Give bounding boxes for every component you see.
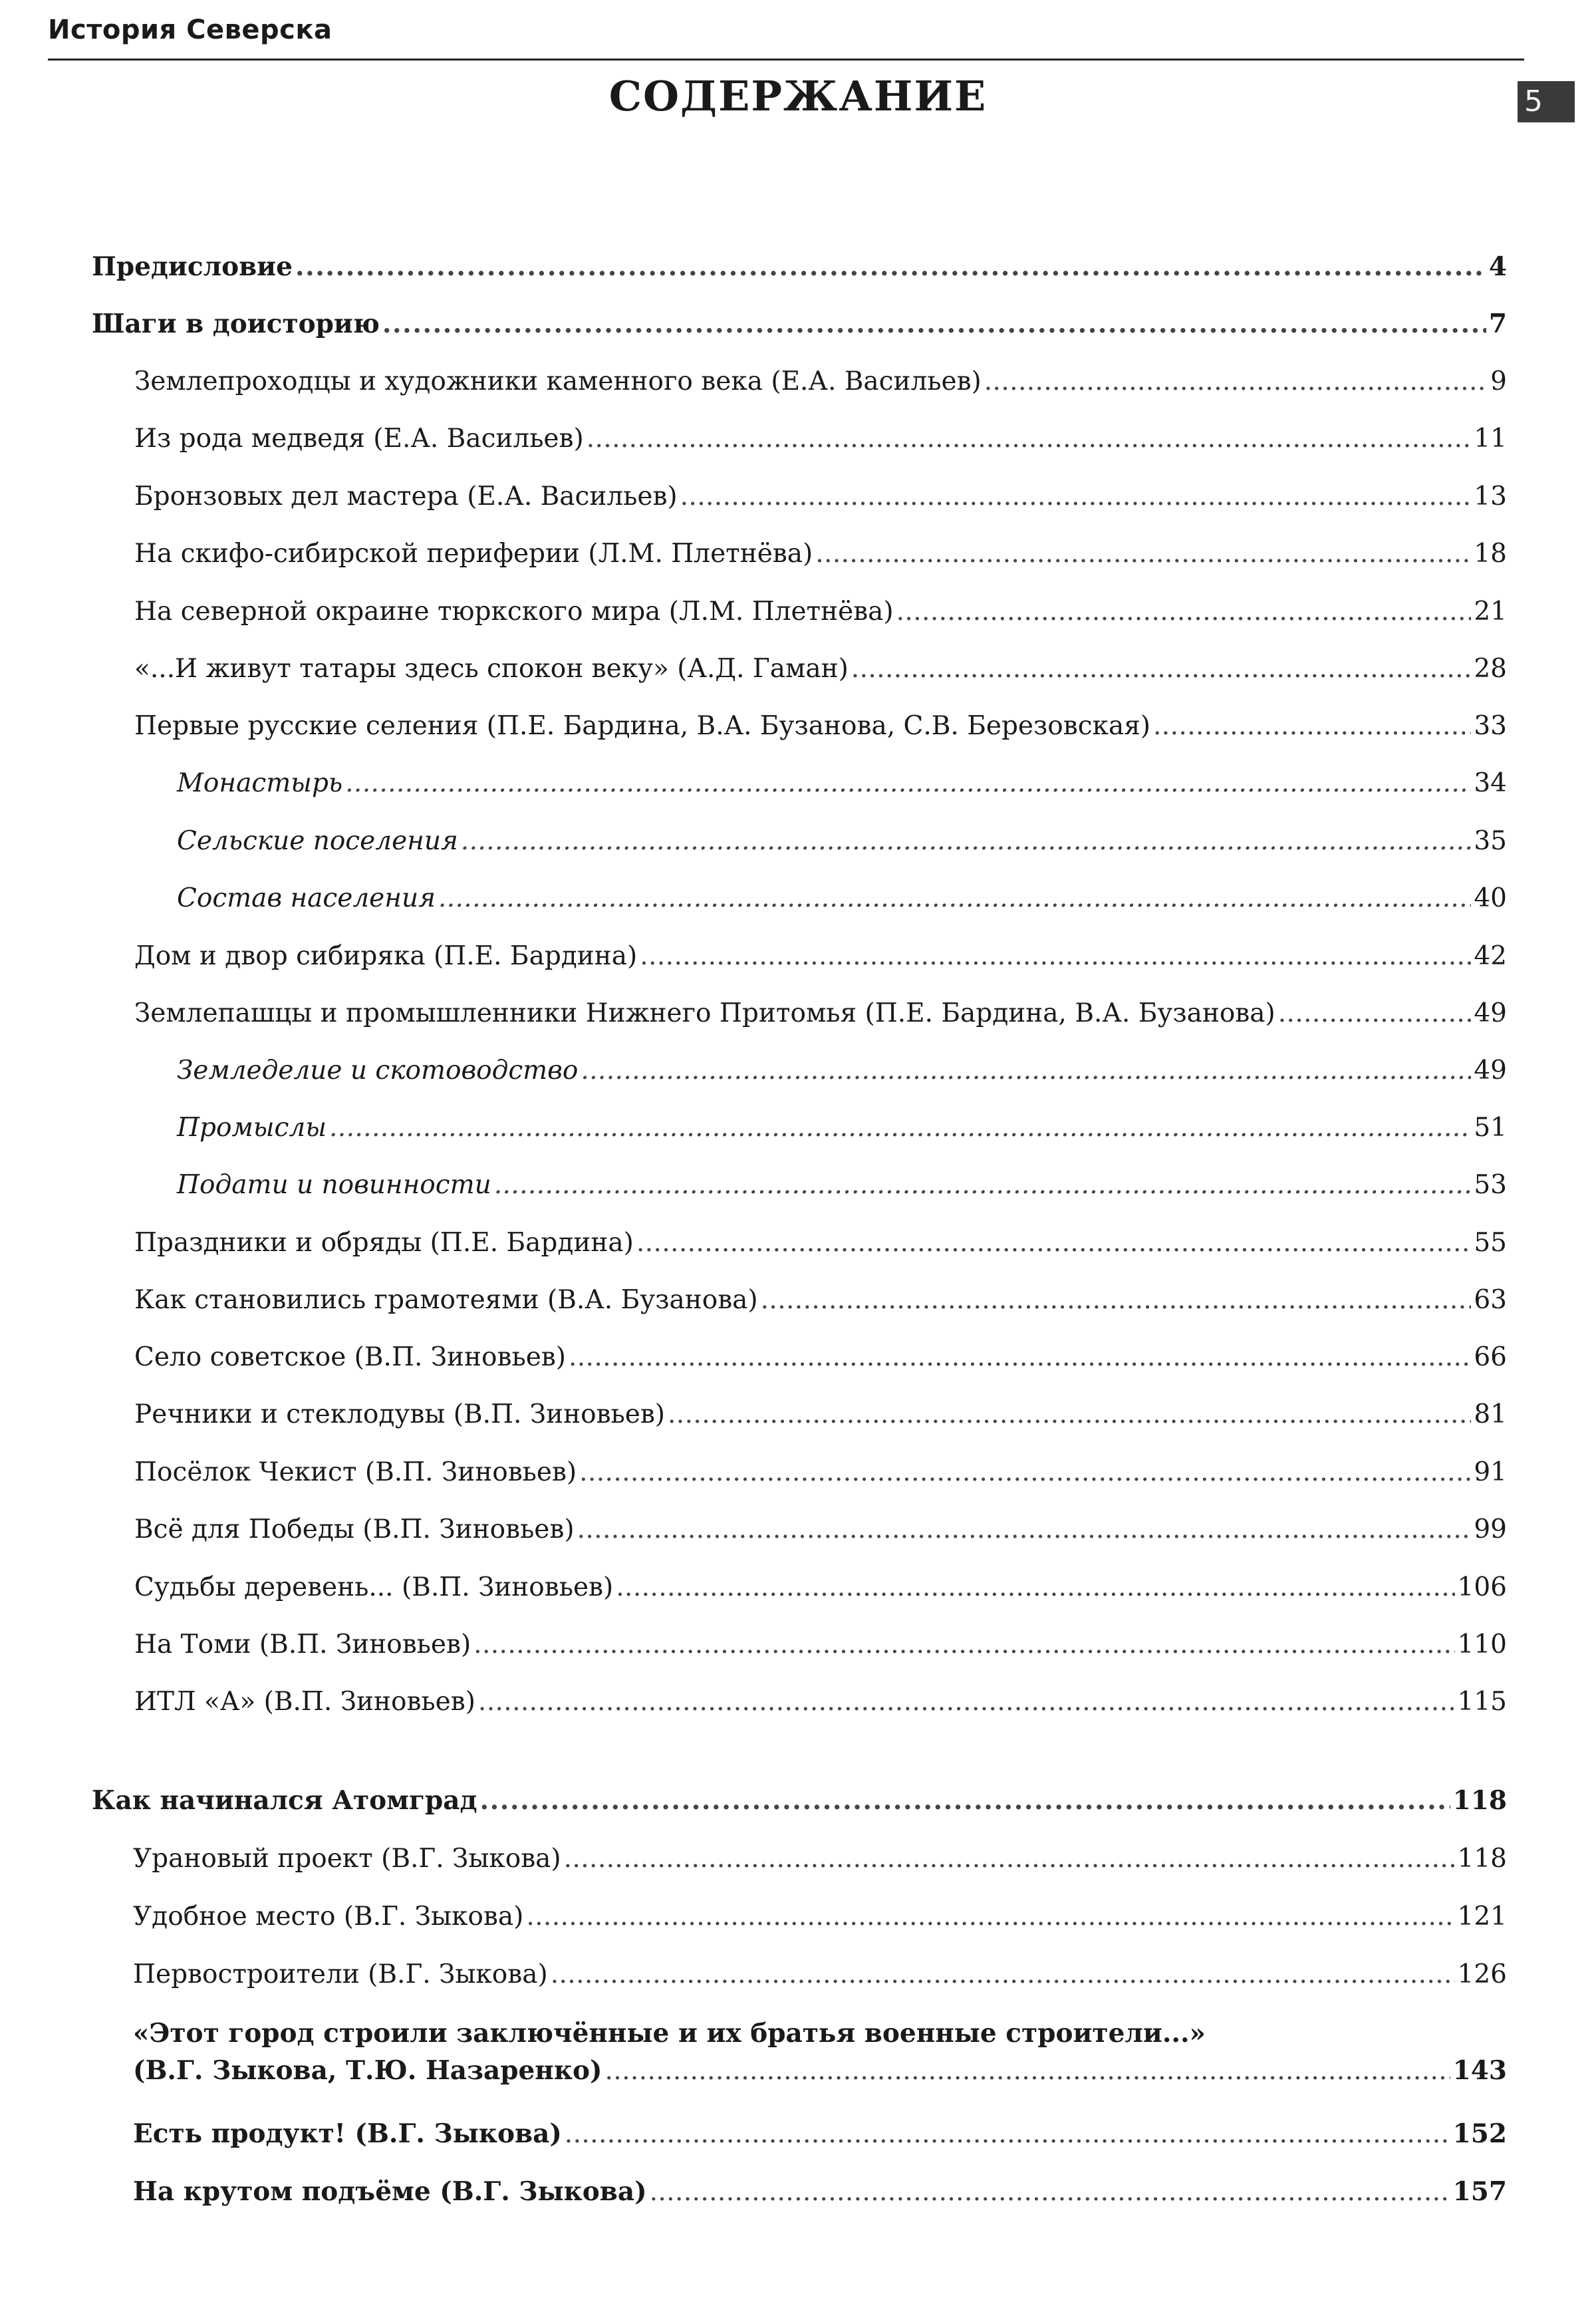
toc-entry-label: Промыслы: [177, 1113, 327, 1143]
toc-entry-page: 53: [1474, 1170, 1507, 1200]
toc-entry-page: 152: [1452, 2118, 1507, 2149]
dot-leader: [565, 2119, 1450, 2149]
toc-entry-page: 106: [1457, 1572, 1507, 1602]
dot-leader: [461, 826, 1472, 856]
toc-entry-multiline[interactable]: [133, 2018, 1507, 2086]
toc-entry-page: 49: [1474, 1056, 1507, 1085]
toc-entry-label: Праздники и обряды (П.Е. Бардина): [134, 1228, 634, 1258]
dot-leader: [668, 1399, 1471, 1429]
toc-entry-label: Дом и двор сибиряка (П.Е. Бардина): [134, 941, 638, 971]
dot-leader: [1278, 998, 1472, 1028]
toc-subentry[interactable]: [177, 826, 1507, 856]
toc-entry-page: 21: [1474, 597, 1507, 627]
toc-entry-label: Из рода медведя (Е.А. Васильев): [134, 424, 584, 454]
toc-subentry[interactable]: [177, 1170, 1507, 1200]
toc-entry[interactable]: [134, 1228, 1507, 1258]
dot-leader: [640, 941, 1471, 971]
toc-entry-label: Есть продукт! (В.Г. Зыкова): [133, 2118, 562, 2149]
toc-entry-page: 18: [1474, 539, 1507, 569]
toc-entry[interactable]: [134, 1342, 1507, 1372]
toc-entry[interactable]: [133, 1902, 1507, 1932]
toc-entry-page: 121: [1457, 1902, 1507, 1932]
dot-leader: [577, 1514, 1472, 1544]
toc-entry-page: 126: [1457, 1959, 1507, 1989]
dot-leader: [551, 1959, 1455, 1989]
toc-subentry[interactable]: [177, 1056, 1507, 1085]
toc-entry-page: 157: [1452, 2176, 1507, 2207]
dot-leader: [295, 251, 1486, 282]
toc-entry-page: 4: [1488, 251, 1507, 282]
toc-entry-page: 81: [1474, 1399, 1507, 1429]
toc-entry-label: Всё для Победы (В.П. Зиновьев): [134, 1514, 575, 1544]
toc-entry-label: На северной окраине тюркского мира (Л.М. Плетнёва): [134, 597, 894, 627]
toc-entry-prehistory[interactable]: [92, 309, 1507, 339]
toc-entry-label: Подати и повинности: [177, 1170, 491, 1200]
toc-entry-label: Предисловие: [92, 251, 293, 282]
toc-entry-page: 35: [1474, 826, 1507, 856]
dot-leader: [851, 654, 1472, 684]
toc-entry-label: Монастырь: [177, 768, 343, 798]
toc-entry-page: 63: [1474, 1285, 1507, 1315]
toc-entry[interactable]: [134, 1687, 1507, 1717]
toc-entry-page: 118: [1452, 1785, 1507, 1816]
dot-leader: [581, 1056, 1471, 1085]
toc-entry[interactable]: [134, 539, 1507, 569]
toc-entry-page: 33: [1474, 711, 1507, 741]
toc-entry-label: Первостроители (В.Г. Зыкова): [133, 1959, 548, 1989]
dot-leader: [494, 1170, 1472, 1200]
toc-entry-page: 66: [1474, 1342, 1507, 1372]
toc-entry-atomgrad[interactable]: [92, 1785, 1507, 1816]
toc-entry[interactable]: [134, 1457, 1507, 1487]
toc-entry-label: Сельские поселения: [177, 826, 458, 856]
dot-leader: [479, 1785, 1450, 1816]
toc-entry-page: 49: [1474, 998, 1507, 1028]
dot-leader: [984, 366, 1488, 396]
dot-leader: [896, 597, 1472, 627]
dot-leader: [616, 1572, 1454, 1602]
toc-entry[interactable]: [134, 1399, 1507, 1429]
toc-entry-label: ИТЛ «А» (В.П. Зиновьев): [134, 1687, 475, 1717]
toc-entry-label-line2: (В.Г. Зыкова, Т.Ю. Назаренко): [133, 2055, 602, 2086]
dot-leader: [329, 1113, 1471, 1143]
toc-entry-label: Урановый проект (В.Г. Зыкова): [133, 1844, 561, 1874]
header-rule: [48, 59, 1524, 61]
toc-entry-label: Бронзовых дел мастера (Е.А. Васильев): [134, 482, 678, 511]
toc-entry[interactable]: [134, 1285, 1507, 1315]
toc-entry[interactable]: [134, 597, 1507, 627]
toc-entry-label: Село советское (В.П. Зиновьев): [134, 1342, 566, 1372]
toc-entry-page: 7: [1488, 309, 1507, 339]
toc-entry-label: Как становились грамотеями (В.А. Бузанова): [134, 1285, 758, 1315]
dot-leader: [815, 539, 1471, 569]
dot-leader: [382, 309, 1486, 339]
toc-subentry[interactable]: [177, 1113, 1507, 1143]
toc-entry-label: Землепашцы и промышленники Нижнего Притомья (П.Е. Бардина, В.А. Бузанова): [134, 998, 1275, 1028]
toc-entry-page: 13: [1474, 482, 1507, 511]
toc-entry-label: На крутом подъёме (В.Г. Зыкова): [133, 2176, 647, 2207]
toc-entry-page: 91: [1474, 1457, 1507, 1487]
toc-entry-label: Земледелие и скотоводство: [177, 1056, 579, 1085]
toc-entry[interactable]: [133, 1844, 1507, 1874]
toc-entry-page: 115: [1457, 1687, 1507, 1717]
toc-entry-label: «...И живут татары здесь спокон веку» (А.Д. Гаман): [134, 654, 849, 684]
toc-entry-label: Речники и стеклодувы (В.П. Зиновьев): [134, 1399, 666, 1429]
dot-leader: [605, 2056, 1450, 2086]
toc-entry-page: 51: [1474, 1113, 1507, 1143]
toc-entry-page: 118: [1457, 1844, 1507, 1874]
toc-entry[interactable]: [134, 654, 1507, 684]
toc-entry-page: 110: [1457, 1630, 1507, 1659]
toc-entry-label: Шаги в доисторию: [92, 309, 380, 339]
toc-entry-foreword[interactable]: [92, 251, 1507, 282]
toc-entry-label: Судьбы деревень... (В.П. Зиновьев): [134, 1572, 614, 1602]
toc-entry-label: Состав населения: [177, 883, 436, 913]
toc-entry-page: 55: [1474, 1228, 1507, 1258]
dot-leader: [478, 1687, 1455, 1717]
page-number: 5: [1518, 81, 1575, 122]
toc-entry-label: Землепроходцы и художники каменного века (Е.А. Васильев): [134, 366, 982, 396]
page-title: СОДЕРЖАНИЕ: [608, 72, 988, 120]
toc-entry[interactable]: [133, 1959, 1507, 1989]
toc-subentry[interactable]: [177, 883, 1507, 913]
toc-entry[interactable]: [134, 998, 1507, 1028]
dot-leader: [650, 2177, 1450, 2207]
toc-subentry[interactable]: [177, 768, 1507, 798]
toc-entry[interactable]: [133, 2118, 1507, 2149]
dot-leader: [526, 1902, 1454, 1932]
dot-leader: [345, 768, 1471, 798]
toc-entry-page: 143: [1452, 2055, 1507, 2086]
toc-entry[interactable]: [134, 711, 1507, 741]
toc-entry[interactable]: [134, 366, 1507, 396]
toc-entry[interactable]: [134, 482, 1507, 511]
toc-entry[interactable]: [134, 1630, 1507, 1659]
toc-entry-page: 42: [1474, 941, 1507, 971]
toc-entry[interactable]: [134, 941, 1507, 971]
running-head: История Северска: [48, 15, 332, 45]
toc-entry-label: Удобное место (В.Г. Зыкова): [133, 1902, 524, 1932]
toc-entry-page: 34: [1474, 768, 1507, 798]
toc-entry-label: На скифо-сибирской периферии (Л.М. Плетнёва): [134, 539, 813, 569]
dot-leader: [761, 1285, 1472, 1315]
dot-leader: [473, 1630, 1454, 1659]
toc-entry-label: Посёлок Чекист (В.П. Зиновьев): [134, 1457, 577, 1487]
dot-leader: [579, 1457, 1471, 1487]
toc-entry-page: 11: [1474, 424, 1507, 454]
toc-entry-label: «Этот город строили заключённые и их братья военные строители...»: [133, 2018, 1206, 2049]
toc-entry-label: Первые русские селения (П.Е. Бардина, В.А. Бузанова, С.В. Березовская): [134, 711, 1151, 741]
toc-entry-page: 99: [1474, 1514, 1507, 1544]
toc-entry[interactable]: [134, 1572, 1507, 1602]
toc-entry-page: 28: [1474, 654, 1507, 684]
dot-leader: [1153, 711, 1471, 741]
dot-leader: [564, 1844, 1455, 1874]
toc-entry-page: 40: [1474, 883, 1507, 913]
toc-entry-label: Как начинался Атомград: [92, 1785, 477, 1816]
toc-entry[interactable]: [134, 424, 1507, 454]
toc-entry-label: На Томи (В.П. Зиновьев): [134, 1630, 471, 1659]
toc-entry-page: 9: [1490, 366, 1507, 396]
toc-entry[interactable]: [134, 1514, 1507, 1544]
dot-leader: [636, 1228, 1471, 1258]
dot-leader: [680, 482, 1472, 511]
dot-leader: [587, 424, 1472, 454]
toc-entry[interactable]: [133, 2176, 1507, 2207]
dot-leader: [569, 1342, 1471, 1372]
dot-leader: [438, 883, 1471, 913]
